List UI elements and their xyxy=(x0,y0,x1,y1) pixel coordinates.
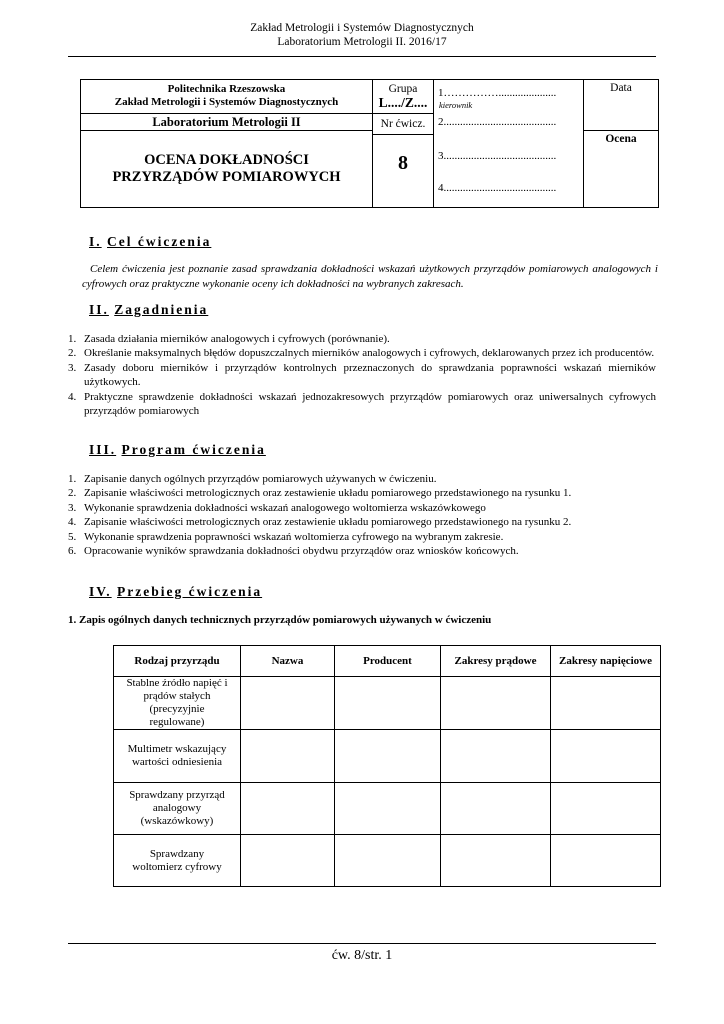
member-line-3: 3......................................... xyxy=(438,150,557,162)
row-label: Multimetr wskazujący wartości odniesienia xyxy=(114,730,241,783)
date-label: Data xyxy=(610,82,632,94)
footer-divider xyxy=(68,943,656,944)
leader-label: kierownik xyxy=(439,100,473,110)
university-cell xyxy=(81,80,373,114)
table-cell[interactable] xyxy=(441,677,551,730)
table-cell[interactable] xyxy=(335,835,441,887)
list-item: 5. Wykonanie sprawdzenia poprawności wskazań woltomierza cyfrowego na wybranym zakresie. xyxy=(68,530,504,543)
issues-list xyxy=(68,332,656,418)
exercise-title xyxy=(81,131,373,208)
table-row xyxy=(114,730,661,783)
row-label: Stablne źródło napięć i prądów stałych (precyzyjnie regulowane) xyxy=(114,677,241,730)
group-cell xyxy=(373,80,434,114)
grade-cell xyxy=(584,131,659,208)
member-line-1: 1……………..................... xyxy=(438,87,557,99)
exercise-number-label: Nr ćwicz. xyxy=(373,114,433,135)
section-goal-title xyxy=(89,234,211,250)
column-header: Zakresy napięciowe xyxy=(551,646,661,677)
section-procedure-number: IV. xyxy=(89,584,112,599)
member-line-4: 4......................................... xyxy=(438,182,557,194)
exercise-number: 8 xyxy=(398,152,408,174)
header-department: Zakład Metrologii i Systemów Diagnostycznych xyxy=(250,22,474,34)
section-program-number: III. xyxy=(89,442,117,457)
section-goal-number: I. xyxy=(89,234,102,249)
table-cell[interactable] xyxy=(551,783,661,835)
info-box xyxy=(80,79,659,208)
table-cell[interactable] xyxy=(441,783,551,835)
list-item: 6. Opracowanie wyników sprawdzania dokładności obydwu przyrządów oraz wniosków końcowych. xyxy=(68,545,519,558)
list-item: 4. Zapisanie właściwości metrologicznych oraz zestawienie układu pomiarowego przedstawionego na rysunku 2. xyxy=(68,516,572,529)
section-issues-text: Zagadnienia xyxy=(114,302,209,317)
list-item: 3. Zasady doboru mierników i przyrządów kontrolnych przeznaczonych do sprawdzania poprawności wskazań mierników użytkowych. xyxy=(68,361,656,389)
table-cell[interactable] xyxy=(335,730,441,783)
section-issues-title xyxy=(89,302,208,318)
column-header: Nazwa xyxy=(241,646,335,677)
grade-label: Ocena xyxy=(605,133,637,145)
member-line-2: 2......................................... xyxy=(438,116,557,128)
list-item: 1. Zapisanie danych ogólnych przyrządów pomiarowych używanych w ćwiczeniu. xyxy=(68,473,437,485)
table-row xyxy=(114,677,661,730)
date-cell xyxy=(584,80,659,131)
program-list xyxy=(68,472,656,558)
group-value: L..../Z.... xyxy=(378,95,428,110)
list-item: 1. Zasada działania mierników analogowych i cyfrowych (porównanie). xyxy=(68,333,390,345)
page-header xyxy=(0,21,724,49)
table-cell[interactable] xyxy=(241,783,335,835)
header-lab-year: Laboratorium Metrologii II. 2016/17 xyxy=(277,36,447,48)
group-label: Grupa xyxy=(388,83,418,95)
list-item: 2. Określanie maksymalnych błędów dopuszczalnych mierników analogowych i cyfrowych, deklarowanych przez ich producentów. xyxy=(68,347,655,360)
exercise-title-line1: OCENA DOKŁADNOŚCI xyxy=(144,152,309,168)
list-item: 4. Praktyczne sprawdzenie dokładności wskazań jednozakresowych przyrządów pomiarowych oraz uniwersalnych cyfrowych przyrządów pomiarowych xyxy=(68,390,656,418)
column-header: Zakresy prądowe xyxy=(441,646,551,677)
table-cell[interactable] xyxy=(335,677,441,730)
header-divider xyxy=(68,56,656,57)
section-procedure-text: Przebieg ćwiczenia xyxy=(117,584,263,599)
list-item: 3. Wykonanie sprawdzenia dokładności wskazań analogowego woltomierza wskazówkowego xyxy=(68,501,486,514)
exercise-number-cell xyxy=(373,114,434,208)
members-cell xyxy=(434,80,584,208)
row-label: Sprawdzany przyrząd analogowy (wskazówkowy) xyxy=(114,783,241,835)
section-issues-number: II. xyxy=(89,302,109,317)
section-goal-text: Cel ćwiczenia xyxy=(107,234,212,249)
table-cell[interactable] xyxy=(241,677,335,730)
department-name: Zakład Metrologii i Systemów Diagnostycznych xyxy=(114,96,339,108)
table-cell[interactable] xyxy=(551,677,661,730)
table-row xyxy=(114,835,661,887)
lab-name: Laboratorium Metrologii II xyxy=(81,114,373,131)
table-cell[interactable] xyxy=(241,835,335,887)
row-label: Sprawdzany woltomierz cyfrowy xyxy=(114,835,241,887)
goal-paragraph: Celem ćwiczenia jest poznanie zasad sprawdzania dokładności wskazań użytkowych przyrządów pomiarowych analogowych i cyfrowych oraz praktyczne wykonanie oceny ich dokładności na wybranych zakresach. xyxy=(82,263,658,290)
table-cell[interactable] xyxy=(551,730,661,783)
subsection-heading: 1. Zapis ogólnych danych technicznych przyrządów pomiarowych używanych w ćwiczeniu xyxy=(68,614,492,626)
exercise-title-line2: PRZYRZĄDÓW POMIAROWYCH xyxy=(112,169,341,185)
table-row xyxy=(114,783,661,835)
table-cell[interactable] xyxy=(335,783,441,835)
table-cell[interactable] xyxy=(441,730,551,783)
table-cell[interactable] xyxy=(441,835,551,887)
section-procedure-title xyxy=(89,584,262,600)
list-item: 2. Zapisanie właściwości metrologicznych oraz zestawienie układu pomiarowego przedstawionego na rysunku 1. xyxy=(68,487,572,500)
equipment-table xyxy=(113,645,661,887)
university-name: Politechnika Rzeszowska xyxy=(167,83,286,95)
page-footer: ćw. 8/str. 1 xyxy=(331,948,393,963)
section-program-text: Program ćwiczenia xyxy=(121,442,266,457)
table-cell[interactable] xyxy=(241,730,335,783)
section-program-title xyxy=(89,442,266,458)
column-header: Rodzaj przyrządu xyxy=(114,646,241,677)
table-cell[interactable] xyxy=(551,835,661,887)
column-header: Producent xyxy=(335,646,441,677)
